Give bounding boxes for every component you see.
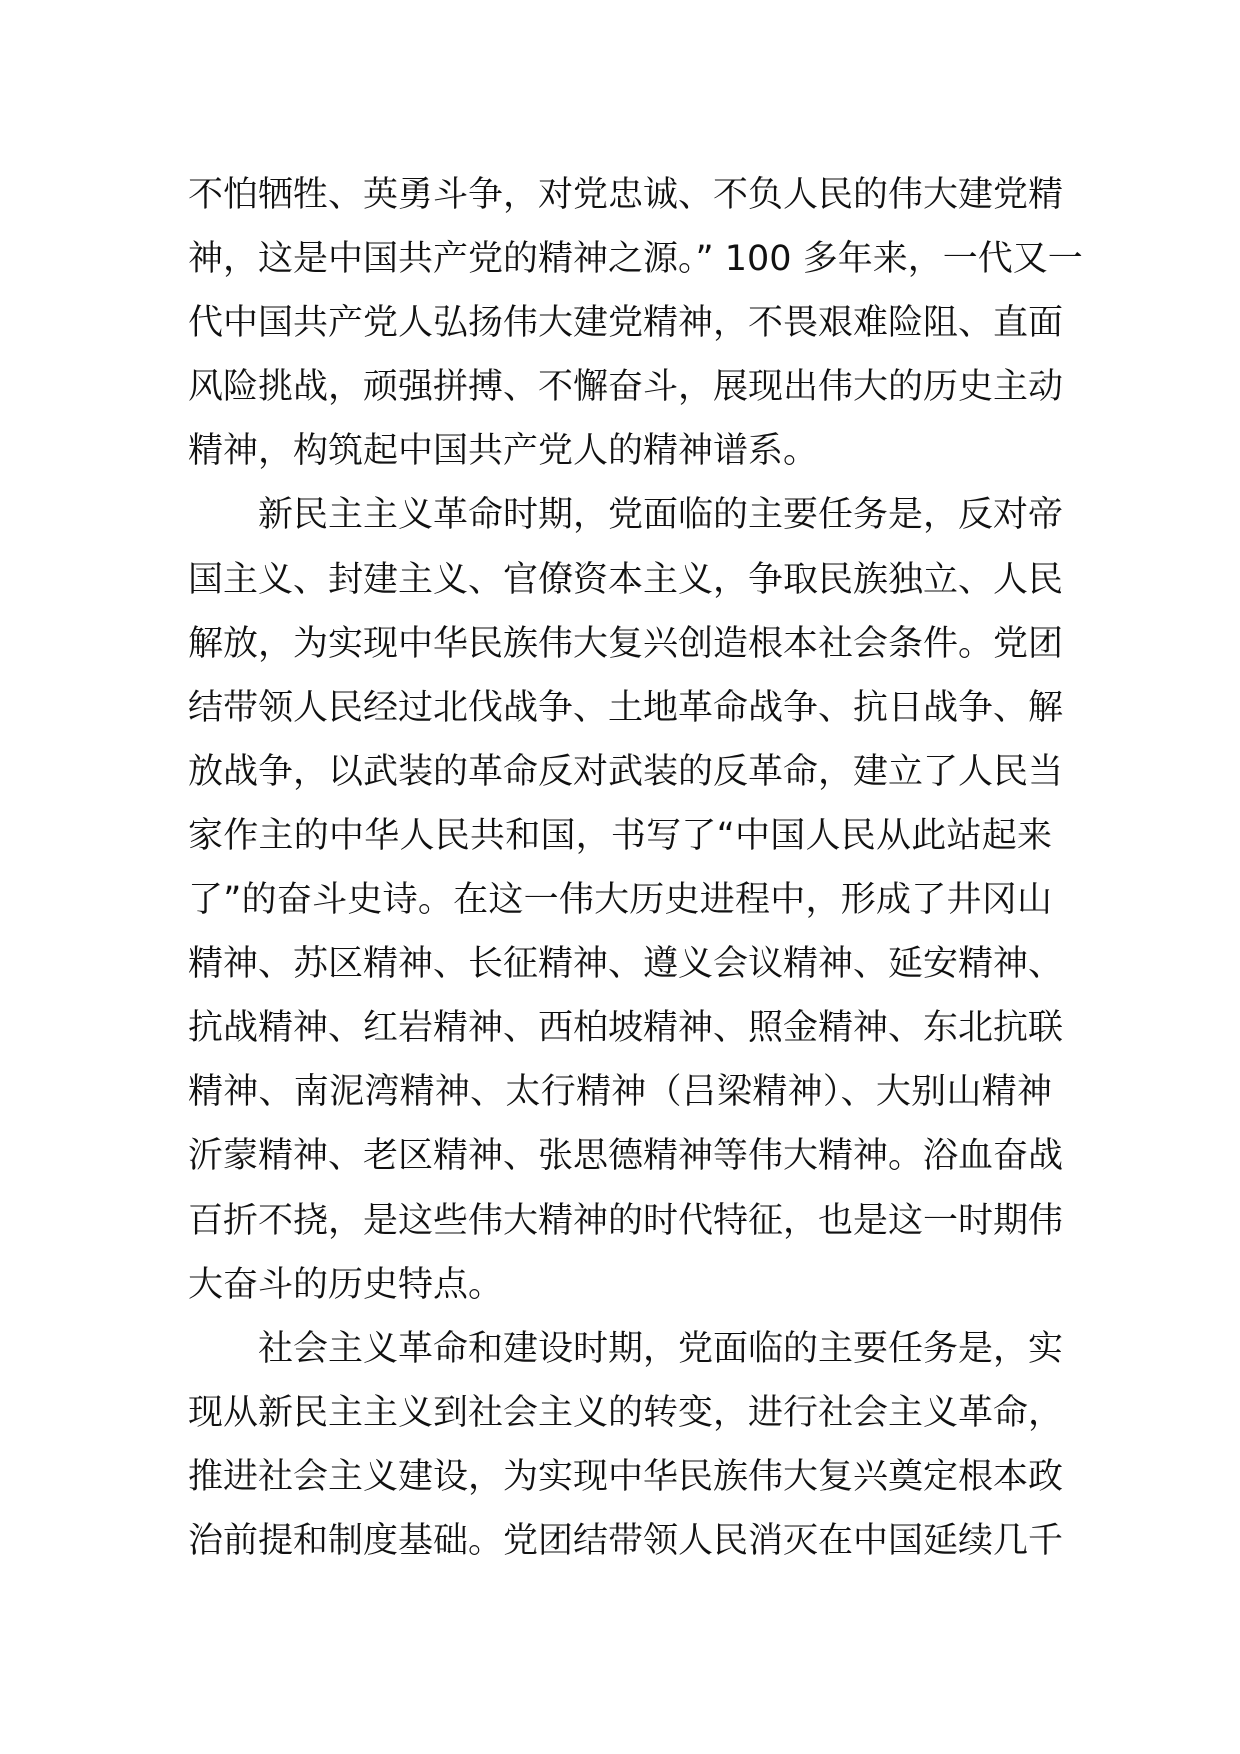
text-line: 推进社会主义建设，为实现中华民族伟大复兴奠定根本政	[188, 1456, 1064, 1497]
text-line: 现从新民主主义到社会主义的转变，进行社会主义革命，	[188, 1392, 1064, 1433]
text-line: 结带领人民经过北伐战争、土地革命战争、抗日战争、解	[188, 687, 1064, 728]
text-line: 放战争，以武装的革命反对武装的反革命，建立了人民当	[188, 751, 1064, 792]
text-line: 不怕牺牲、英勇斗争，对党忠诚、不负人民的伟大建党精	[188, 175, 1064, 215]
text-line: 精神、南泥湾精神、太行精神（吕梁精神）、大别山精神	[188, 1072, 1052, 1113]
paragraph-first-line: 新民主主义革命时期，党面临的主要任务是，反对帝	[258, 495, 1064, 536]
paragraph-first-line: 社会主义革命和建设时期，党面临的主要任务是，实	[258, 1328, 1064, 1369]
text-line: 抗战精神、红岩精神、西柏坡精神、照金精神、东北抗联	[188, 1008, 1064, 1049]
text-line: 解放，为实现中华民族伟大复兴创造根本社会条件。党团	[188, 623, 1064, 664]
text-line: 治前提和制度基础。党团结带领人民消灭在中国延续几千	[188, 1520, 1064, 1561]
text-line: 家作主的中华人民共和国，书写了“中国人民从此站起来	[188, 815, 1052, 856]
text-line: 百折不挠，是这些伟大精神的时代特征，也是这一时期伟	[188, 1200, 1064, 1241]
text-line: 精神，构筑起中国共产党人的精神谱系。	[188, 431, 819, 472]
text-line: 沂蒙精神、老区精神、张思德精神等伟大精神。浴血奋战	[188, 1136, 1064, 1177]
text-line: 大奋斗的历史特点。	[188, 1264, 504, 1305]
text-line: 风险挑战，顽强拼搏、不懈奋斗，展现出伟大的历史主动	[188, 367, 1064, 408]
text-line: 神，这是中国共产党的精神之源。” 100 多年来，一代又一	[188, 239, 1083, 280]
text-line: 了”的奋斗史诗。在这一伟大历史进程中，形成了井冈山	[188, 880, 1052, 921]
text-line: 代中国共产党人弘扬伟大建党精神，不畏艰难险阻、直面	[188, 303, 1064, 344]
body-text	[188, 163, 1083, 1573]
text-line: 精神、苏区精神、长征精神、遵义会议精神、延安精神、	[188, 944, 1064, 985]
text-line: 国主义、封建主义、官僚资本主义，争取民族独立、人民	[188, 559, 1064, 600]
